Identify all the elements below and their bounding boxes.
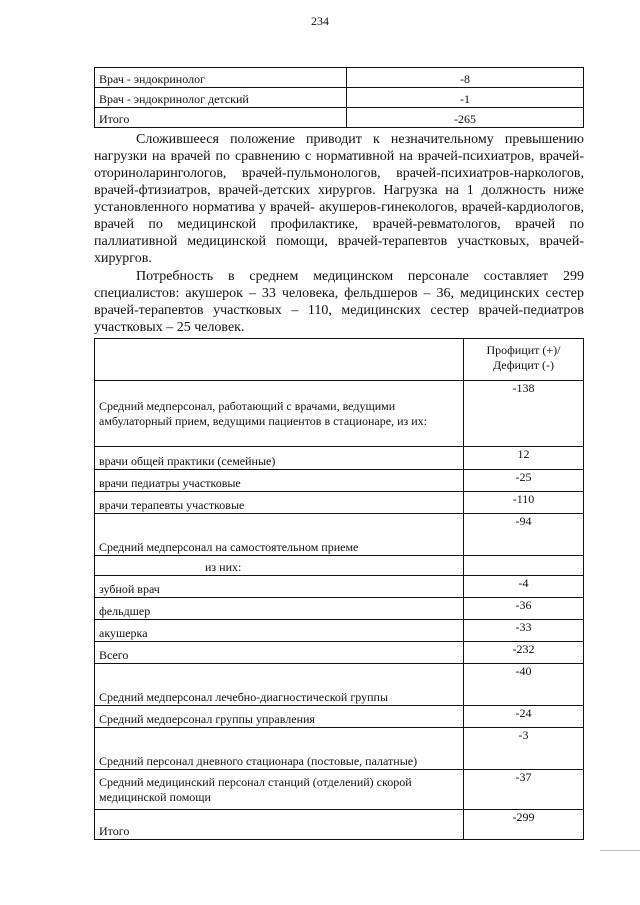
table-row: [95, 810, 584, 840]
row-label: фельдшер: [95, 598, 464, 620]
table-row: [95, 447, 584, 470]
row-value: -138: [464, 381, 584, 447]
table-row: [95, 470, 584, 492]
row-label: Итого: [95, 108, 347, 128]
row-value: -37: [464, 770, 584, 810]
table-row: [95, 706, 584, 728]
row-label: Врач - эндокринолог детский: [95, 88, 347, 108]
paragraph-staff-need: Потребность в среднем медицинском персонале составляет 299 специалистов: акушерок – 33 человека, фельдшеров – 36, медицинских сестер врачей-терапевтов участковых – 110, медицинских сестер врачей-педиатров участковых – 25 человек.: [94, 269, 584, 335]
row-label: врачи общей практики (семейные): [95, 447, 464, 470]
table-header-row: [95, 339, 584, 381]
row-label: Врач - эндокринолог: [95, 68, 347, 88]
table-row: [95, 642, 584, 664]
header-empty-cell: [95, 339, 464, 381]
row-value: -3: [464, 728, 584, 770]
row-value: -24: [464, 706, 584, 728]
row-label: Средний персонал дневного стационара (постовые, палатные): [95, 728, 464, 770]
row-label: Средний медперсонал лечебно-диагностической группы: [95, 664, 464, 706]
row-value: -33: [464, 620, 584, 642]
table-row: [95, 68, 584, 88]
row-label: Средний медперсонал, работающий с врачами, ведущими амбулаторный прием, ведущими пациентов в стационаре, из их:: [95, 381, 464, 447]
row-value: -265: [347, 108, 584, 128]
row-value: -1: [347, 88, 584, 108]
table-row: [95, 556, 584, 576]
nursing-staff-table: [94, 338, 584, 840]
table-row: [95, 576, 584, 598]
table-row: [95, 514, 584, 556]
row-label: Средний медперсонал на самостоятельном приеме: [95, 514, 464, 556]
column-header: Профицит (+)/Дефицит (-): [464, 339, 584, 381]
table-row: [95, 492, 584, 514]
table-row: [95, 728, 584, 770]
row-value: 12: [464, 447, 584, 470]
row-value: -40: [464, 664, 584, 706]
table-row: [95, 88, 584, 108]
row-label: врачи педиатры участковые: [95, 470, 464, 492]
table-row: [95, 664, 584, 706]
row-value: -94: [464, 514, 584, 556]
scan-edge-line: [600, 850, 640, 851]
row-value: -25: [464, 470, 584, 492]
row-label: из них:: [95, 556, 464, 576]
table-row: [95, 381, 584, 447]
table-row: [95, 598, 584, 620]
row-value: -36: [464, 598, 584, 620]
top-deficit-table: [94, 67, 584, 128]
row-label: Средний медицинский персонал станций (отделений) скорой медицинской помощи: [95, 770, 464, 810]
row-value: -4: [464, 576, 584, 598]
row-value: -110: [464, 492, 584, 514]
table-row: [95, 108, 584, 128]
table-row: [95, 620, 584, 642]
row-value: [464, 556, 584, 576]
row-label: акушерка: [95, 620, 464, 642]
paragraph-workload: Сложившееся положение приводит к незначительному превышению нагрузки на врачей по сравнению с нормативной на врачей-психиатров, врачей-оториноларингологов, врачей-пульмонологов, врачей-психиатров-наркологов, врачей-фтизиатров, врачей-детских хирургов. Нагрузка на 1 должность ниже установленного норматива у врачей- акушеров-гинекологов, врачей-кардиологов, врачей по медицинской профилактике, врачей-ревматологов, врачей по паллиативной медицинской помощи, врачей-терапевтов участковых, врачей-хирургов.: [94, 132, 584, 266]
row-value: -8: [347, 68, 584, 88]
row-label: врачи терапевты участковые: [95, 492, 464, 514]
row-label: Средний медперсонал группы управления: [95, 706, 464, 728]
row-value: -299: [464, 810, 584, 840]
row-value: -232: [464, 642, 584, 664]
table-row: [95, 770, 584, 810]
row-label: зубной врач: [95, 576, 464, 598]
row-label: Всего: [95, 642, 464, 664]
page-number: 234: [311, 14, 329, 28]
row-label: Итого: [95, 810, 464, 840]
